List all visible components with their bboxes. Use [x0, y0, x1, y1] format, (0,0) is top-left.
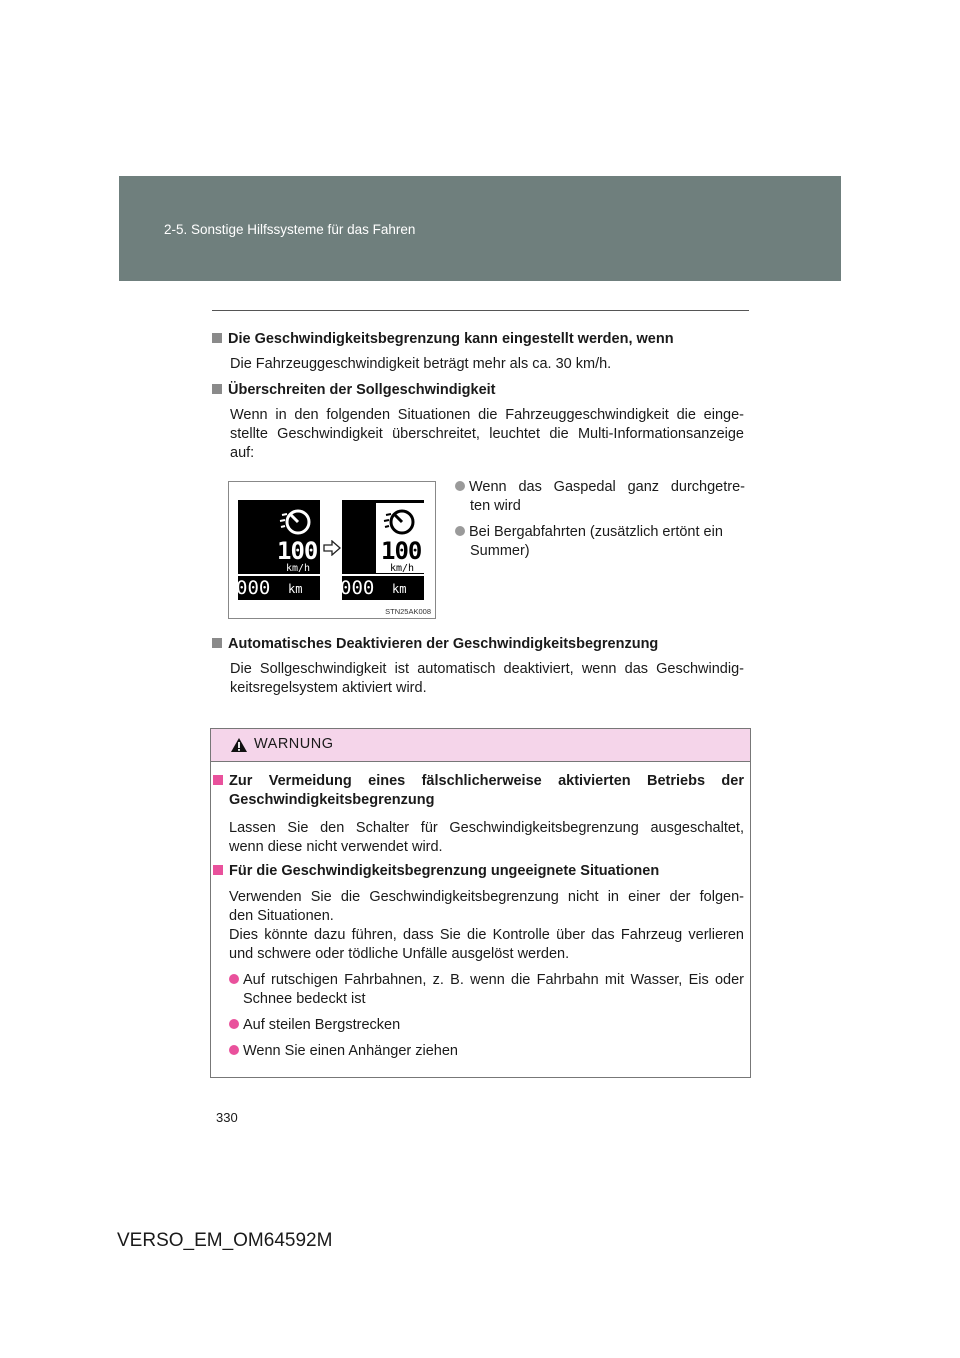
warning-triangle-icon — [230, 737, 248, 753]
display-before — [238, 500, 320, 600]
speed-value: 100 — [381, 537, 422, 565]
odometer-digits: 000 — [340, 577, 375, 599]
square-bullet-icon — [213, 865, 223, 875]
page-number: 330 — [216, 1110, 238, 1125]
square-bullet-icon — [212, 384, 222, 394]
warning-box — [210, 728, 751, 1078]
list-item: Bei Bergabfahrten (zusätzlich ertönt ein Summer) — [455, 523, 745, 561]
document-code: VERSO_EM_OM64592M — [117, 1230, 333, 1251]
chapter-header — [119, 176, 841, 281]
bullet-icon — [455, 526, 465, 536]
section-body: Die Fahrzeuggeschwindigkeit beträgt mehr als ca. 30 km/h. — [230, 356, 612, 372]
list-item: Wenn das Gaspedal ganz durchgetre- ten wird — [455, 478, 745, 516]
bullet-icon — [229, 1045, 239, 1055]
list-item: Auf rutschigen Fahrbahnen, z. B. wenn die Fahrbahn mit Wasser, Eis oder Schnee bedeckt ist — [229, 971, 744, 1009]
odometer-digits: 000 — [236, 577, 271, 599]
bullet-icon — [455, 481, 465, 491]
section-body: Wenn in den folgenden Situationen die Fahrzeuggeschwindigkeit die einge- stellte Geschwindigkeit überschreitet, leuchtet die Multi-Informationsanzeige auf: — [230, 407, 744, 461]
speed-value: 100 — [277, 537, 318, 565]
warning-body: Lassen Sie den Schalter für Geschwindigkeitsbegrenzung ausgeschaltet, wenn diese nicht verwendet wird. — [229, 820, 744, 855]
bullet-icon — [229, 974, 239, 984]
warning-heading: Für die Geschwindigkeitsbegrenzung ungeeignete Situationen — [213, 862, 744, 881]
bullet-icon — [229, 1019, 239, 1029]
odometer-unit: km — [288, 582, 303, 596]
section-divider — [212, 310, 749, 311]
square-bullet-icon — [213, 775, 223, 785]
figure-code: STN25AK008 — [385, 607, 431, 616]
warning-heading: Zur Vermeidung eines fälschlicherweise aktivierten Betriebs der Geschwindigkeitsbegrenzung — [213, 772, 744, 810]
speed-unit: km/h — [390, 563, 415, 574]
section-heading: Die Geschwindigkeitsbegrenzung kann eingestellt werden, wenn — [212, 330, 674, 349]
square-bullet-icon — [212, 638, 222, 648]
section-heading: Automatisches Deaktivieren der Geschwindigkeitsbegrenzung — [212, 635, 658, 654]
warning-header — [211, 729, 750, 762]
arrow-right-icon — [323, 540, 341, 556]
square-bullet-icon — [212, 333, 222, 343]
warning-title: WARNUNG — [254, 736, 334, 752]
speed-unit: km/h — [286, 563, 311, 574]
odometer-unit: km — [392, 582, 407, 596]
section-heading: Überschreiten der Sollgeschwindigkeit — [212, 381, 496, 400]
section-body: Die Sollgeschwindigkeit ist automatisch deaktiviert, wenn das Geschwindig- keitsregelsystem aktiviert wird. — [230, 661, 744, 696]
display-illustration — [228, 481, 436, 619]
chapter-title: 2-5. Sonstige Hilfssysteme für das Fahren — [164, 222, 416, 237]
list-item: Wenn Sie einen Anhänger ziehen — [229, 1042, 744, 1061]
display-after — [342, 500, 424, 600]
list-item: Auf steilen Bergstrecken — [229, 1016, 744, 1035]
warning-body: Verwenden Sie die Geschwindigkeitsbegrenzung nicht in einer der folgen- den Situationen. Dies könnte dazu führen, dass Sie die Kontrolle über das Fahrzeug verlieren und schwere oder tödliche Unfälle ausgelöst werden. — [229, 889, 744, 962]
